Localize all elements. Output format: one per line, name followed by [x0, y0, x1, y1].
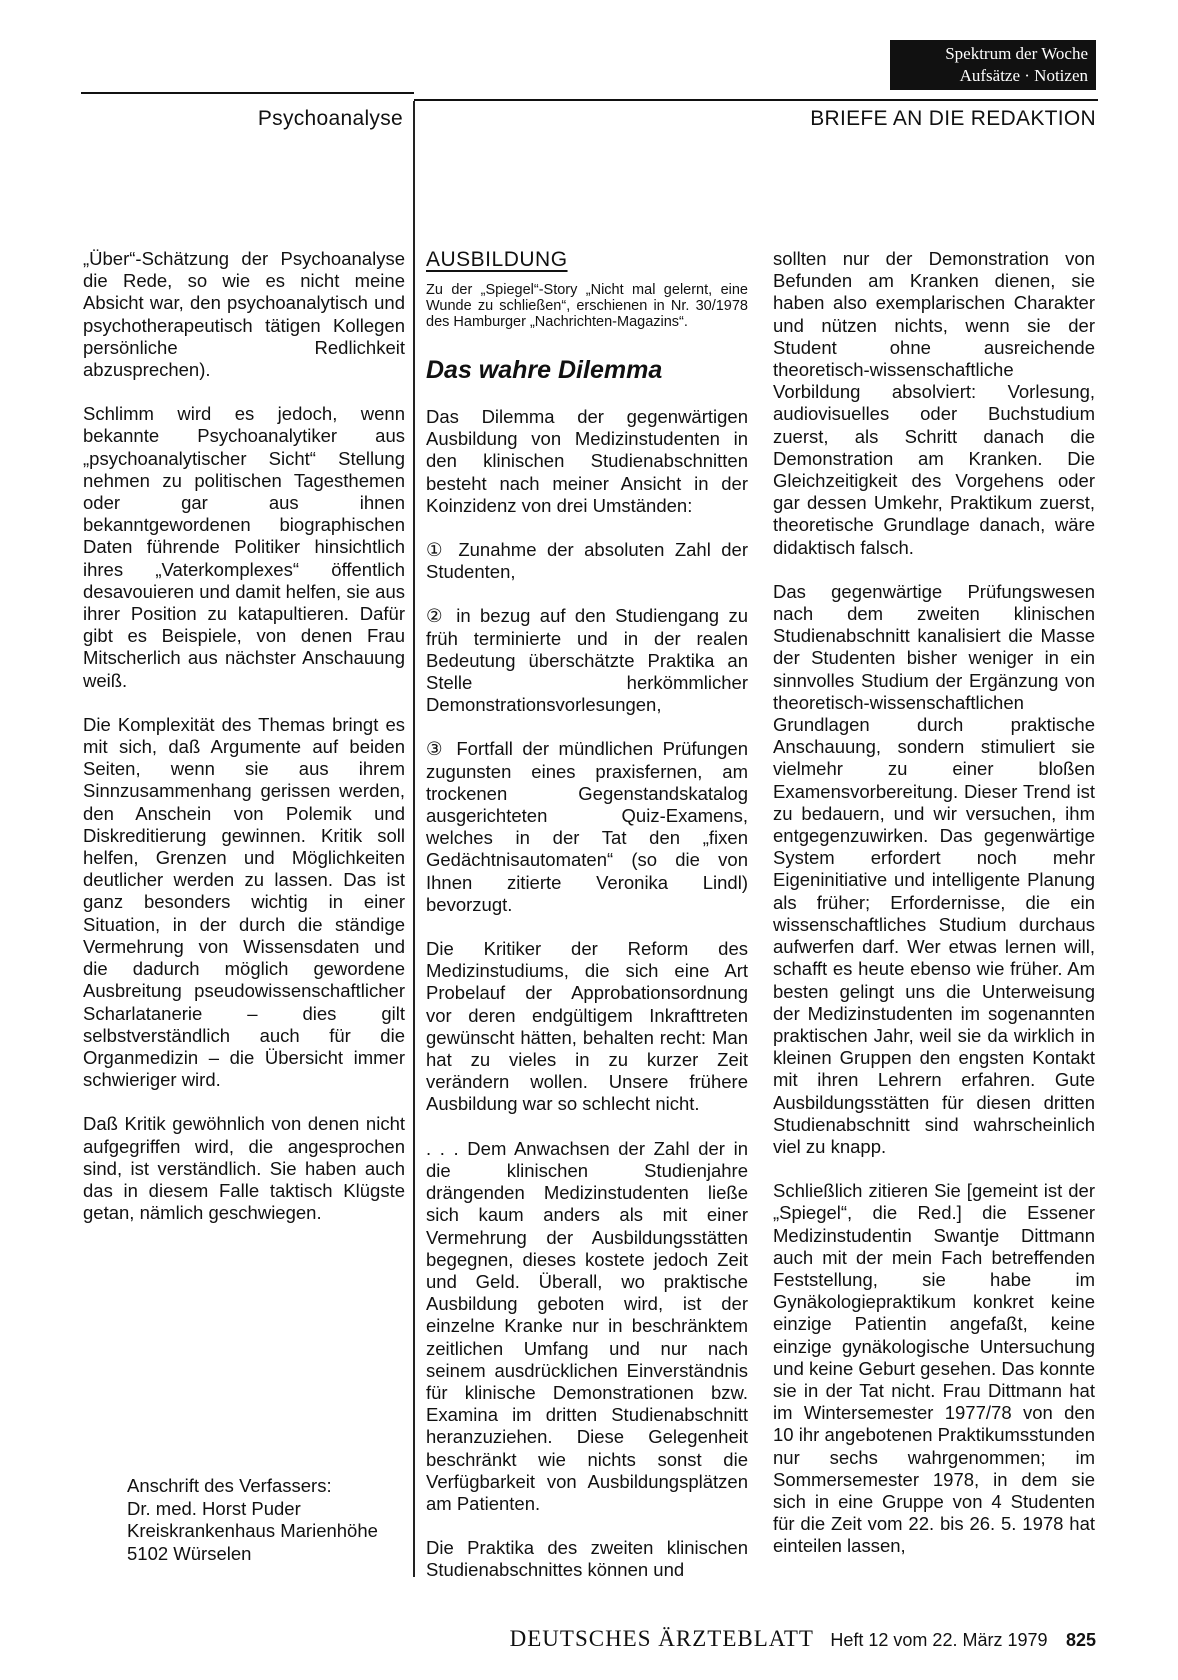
paragraph: Die Komplexität des Themas bringt es mit sich, daß Argumente auf beiden Seiten, wenn sie aus ihrem Sinnzusammenhang gerissen werden, den Anschein von Polemik und Diskreditierung gewinnen. Kritik soll helfen, Grenzen und Möglichkeiten deutlicher werden zu lassen. Das ist ganz besonders wichtig in einer Situation, in der durch die ständige Vermehrung von Wissensdaten und die dadurch möglich gewordene Ausbreitung pseudowissenschaftlicher Scharlatanerie – dies gilt selbstverständlich auch für die Organmedizin – die Übersicht immer schwieriger wird.: [83, 713, 405, 1091]
header-rule-left: [81, 92, 414, 94]
left-column: [83, 248, 405, 1224]
section-label-ausbildung: AUSBILDUNG: [426, 248, 568, 271]
paragraph: Daß Kritik gewöhnlich von denen nicht aufgegriffen wird, die angesprochen sind, ist verständlich. Sie haben auch das in diesem Falle taktisch Klügste getan, nämlich geschwiegen.: [83, 1113, 405, 1224]
list-item: ③ Fortfall der mündlichen Prüfungen zugunsten eines praxisfernen, am trockenen Gegenstandskatalog ausgerichteten Quiz-Examens, welches in der Tat den „fixen Gedächtnisautomaten“ (so die von Ihnen zitierte Veronika Lindl) bevorzugt.: [426, 738, 748, 915]
article-title: Das wahre Dilemma: [426, 356, 663, 384]
badge-line-2: Aufsätze · Notizen: [959, 66, 1088, 85]
author-address: [127, 1475, 427, 1565]
paragraph: Die Praktika des zweiten klinischen Studienabschnittes können und: [426, 1537, 748, 1581]
paragraph: Die Kritiker der Reform des Medizinstudiums, die sich eine Art Probelauf der Approbationsordnung vor deren endgültigem Inkrafttreten gewünscht hätten, behalten recht: Man hat zu vieles in zu kurzer Zeit verändern wollen. Unsere frühere Ausbildung war so schlecht nicht.: [426, 938, 748, 1115]
article-intro: Zu der „Spiegel“-Story „Nicht mal gelernt, eine Wunde zu schließen“, erschienen in Nr. 30/1978 des Hamburger „Nachrichten-Magazins“.: [426, 282, 748, 330]
paragraph: sollten nur der Demonstration von Befunden am Kranken dienen, sie haben also exemplarischen Charakter und nützen nichts, wenn sie der Student ohne ausreichende theoretisch-wissenschaftliche Vorbildung absolviert: Vorlesung, audiovisuelles oder Buchstudium zuerst, als Schritt danach die Demonstration am Kranken. Die Gleichzeitigkeit des Vorgehens oder gar dessen Umkehr, Praktikum zuerst, theoretische Grundlage danach, wäre didaktisch falsch.: [773, 248, 1095, 558]
list-item: ① Zunahme der absoluten Zahl der Studenten,: [426, 539, 748, 583]
page-number: 825: [1065, 1630, 1096, 1650]
paragraph: Das Dilemma der gegenwärtigen Ausbildung von Medizinstudenten in den klinischen Studienabschnitten besteht nach meiner Ansicht in der Koinzidenz von drei Umständen:: [426, 406, 748, 516]
address-line: Kreiskrankenhaus Marienhöhe: [127, 1520, 378, 1541]
paragraph: . . . Dem Anwachsen der Zahl der in die klinischen Studienjahre drängenden Medizinstudenten ließe sich kaum anders als mit einer Vermehrung der Ausbildungsstätten begegnen, dieses kostete jedoch Zeit und Geld. Überall, wo praktische Ausbildung geboten wird, ist der einzelne Kranke nur in beschränktem zeitlichen Umfang und nur nach seinem ausdrücklichen Einverständnis für klinische Demonstrationen bzw. Examina im dritten Studienabschnitt heranzuziehen. Diese Gelegenheit beschränkt wie nichts sonst die Verfügbarkeit von Ausbildungsplätzen am Patienten.: [426, 1137, 748, 1514]
badge-line-1: Spektrum der Woche: [945, 44, 1088, 63]
address-line: 5102 Würselen: [127, 1542, 252, 1564]
paragraph: Schließlich zitieren Sie [gemeint ist der „Spiegel“, die Red.] die Essener Medizinstudentin Swantje Dittmann auch mit der mein Fach betreffenden Feststellung, sie habe im Gynäkologiepraktikum konkret keine einzige Patientin angefaßt, keine einzige gynäkologische Untersuchung und keine Geburt gesehen. Das konnte sie in der Tat nicht. Frau Dittmann hat im Wintersemester 1977/78 von den 10 ihr angebotenen Praktikumsstunden nur sechs wahrgenommen; im Sommersemester 1978, in dem sie sich in eine Gruppe von 4 Studenten für die Zeit vom 22. bis 26. 5. 1978 hat einteilen lassen,: [773, 1180, 1095, 1557]
section-title-letters: BRIEFE AN DIE REDAKTION: [810, 107, 1096, 130]
journal-name: DEUTSCHES ÄRZTEBLATT: [509, 1626, 814, 1651]
address-line: Anschrift des Verfassers:: [127, 1475, 332, 1496]
paragraph: Schlimm wird es jedoch, wenn bekannte Psychoanalytiker aus „psychoanalytischer Sicht“ Stellung nehmen zu politischen Tagesthemen oder gar aus ihnen bekanntgewordenen biographischen Daten führende Politiker hinsichtlich ihres „Vaterkomplexes“ öffentlich desavouieren und damit helfen, sie aus ihrer Position zu katapultieren. Dafür gibt es Beispiele, von denen Frau Mitscherlich aus nächster Anschauung weiß.: [83, 403, 405, 691]
issue-info: Heft 12 vom 22. März 1979: [830, 1630, 1048, 1650]
header-rule-right: [414, 99, 1098, 101]
paragraph: Das gegenwärtige Prüfungswesen nach dem zweiten klinischen Studienabschnitt kanalisiert die Masse der Studenten bisher weniger in ein sinnvolles Studium der Ergänzung von theoretisch-wissenschaftlichen Grundlagen durch praktische Anschauung, sondern stimuliert sie vielmehr zu einer bloßen Examensvorbereitung. Dieser Trend ist zu bedauern, und wir versuchen, ihm entgegenzuwirken. Das gegenwärtige System erfordert noch mehr Eigeninitiative und intelligente Planung als früher; Erfordernisse, die ein wissenschaftliches Studium durchaus aufwerfen darf. Wer etwas lernen will, schafft es heute ebenso wie früher. Am besten gelingt uns die Unterweisung der Medizinstudenten im sogenannten praktischen Jahr, weil sie da wirklich in kleinen Gruppen den engsten Kontakt mit ihren Lehrern erfahren. Gute Ausbildungsstätten für diesen dritten Studienabschnitt sind wahrscheinlich viel zu knapp.: [773, 580, 1095, 1157]
middle-column: [426, 248, 748, 1582]
list-item: ② in bezug auf den Studiengang zu früh terminierte und in der realen Bedeutung überschätzte Praktika an Stelle herkömmlicher Demonstrationsvorlesungen,: [426, 605, 748, 716]
section-badge: [890, 40, 1096, 90]
right-column: [773, 248, 1095, 1558]
page-footer: [466, 1626, 1096, 1652]
address-line: Dr. med. Horst Puder: [127, 1497, 301, 1519]
column-divider: [413, 101, 415, 1577]
paragraph: „Über“-Schätzung der Psychoanalyse die Rede, so wie es nicht meine Absicht war, den psychoanalytisch und psychotherapeutisch tätigen Kollegen persönliche Redlichkeit abzusprechen).: [83, 248, 405, 381]
section-title-psychoanalyse: Psychoanalyse: [257, 107, 403, 130]
